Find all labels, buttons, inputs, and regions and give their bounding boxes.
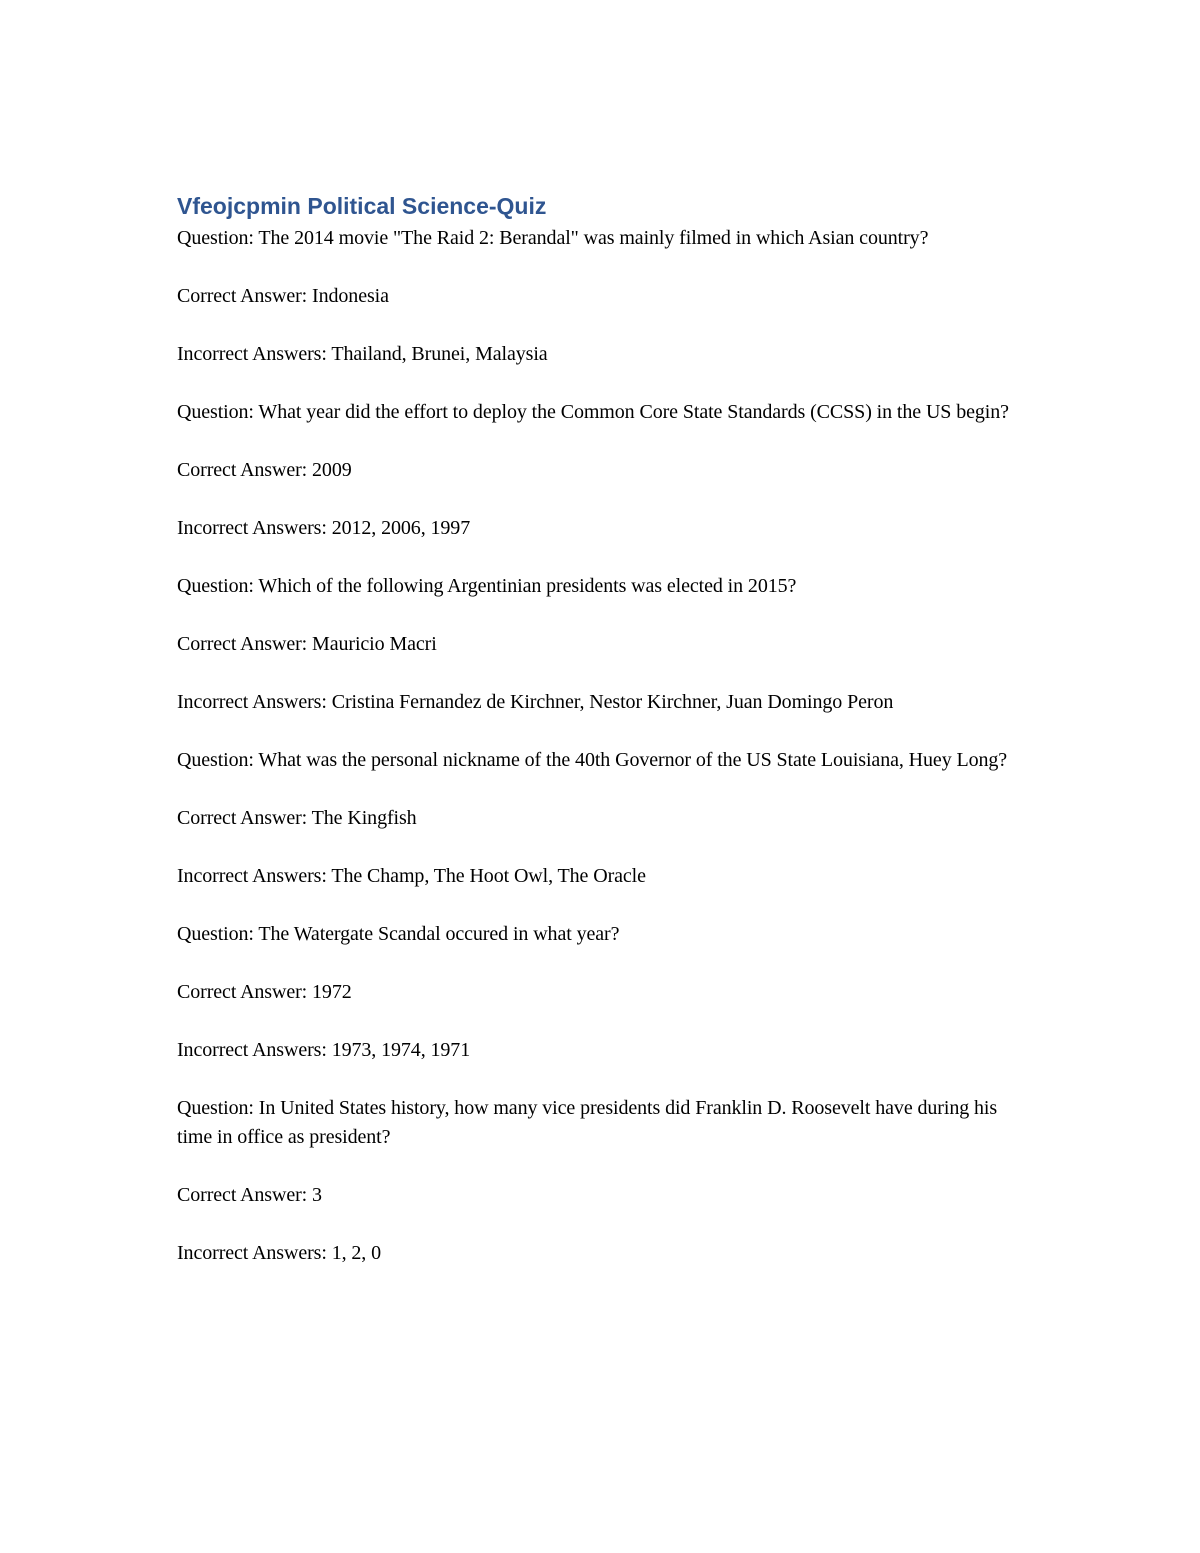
- quiz-entry-3: [177, 572, 1027, 717]
- question-text: Question: What was the personal nickname of the 40th Governor of the US State Louisiana, Huey Long?: [177, 749, 1008, 771]
- incorrect-answers-text: Incorrect Answers: The Champ, The Hoot Owl, The Oracle: [177, 865, 646, 887]
- question-text: Question: The Watergate Scandal occured in what year?: [177, 923, 620, 945]
- correct-answer-text: Correct Answer: 3: [177, 1184, 322, 1206]
- correct-answer-text: Correct Answer: Indonesia: [177, 285, 389, 307]
- incorrect-answers-text: Incorrect Answers: 2012, 2006, 1997: [177, 517, 471, 539]
- incorrect-answers-text: Incorrect Answers: Cristina Fernandez de Kirchner, Nestor Kirchner, Juan Domingo Peron: [177, 691, 894, 713]
- document-body: [177, 188, 1027, 1297]
- quiz-entry-4: [177, 746, 1027, 891]
- incorrect-answers-text: Incorrect Answers: 1, 2, 0: [177, 1242, 382, 1264]
- incorrect-answers-text: Incorrect Answers: Thailand, Brunei, Malaysia: [177, 343, 548, 365]
- document-title: Vfeojcpmin Political Science-Quiz: [177, 193, 547, 219]
- question-text: Question: The 2014 movie "The Raid 2: Berandal" was mainly filmed in which Asian country?: [177, 227, 929, 249]
- correct-answer-text: Correct Answer: 1972: [177, 981, 352, 1003]
- question-text: Question: Which of the following Argentinian presidents was elected in 2015?: [177, 575, 797, 597]
- correct-answer-text: Correct Answer: The Kingfish: [177, 807, 417, 829]
- quiz-entry-6: [177, 1094, 1027, 1268]
- correct-answer-text: Correct Answer: Mauricio Macri: [177, 633, 437, 655]
- correct-answer-text: Correct Answer: 2009: [177, 459, 352, 481]
- incorrect-answers-text: Incorrect Answers: 1973, 1974, 1971: [177, 1039, 471, 1061]
- quiz-entry-1: [177, 224, 1027, 369]
- question-text: Question: What year did the effort to deploy the Common Core State Standards (CCSS) in the US begin?: [177, 401, 1009, 423]
- quiz-entry-5: [177, 920, 1027, 1065]
- question-text: Question: In United States history, how many vice presidents did Franklin D. Roosevelt have during his time in office as president?: [177, 1097, 998, 1148]
- quiz-entry-2: [177, 398, 1027, 543]
